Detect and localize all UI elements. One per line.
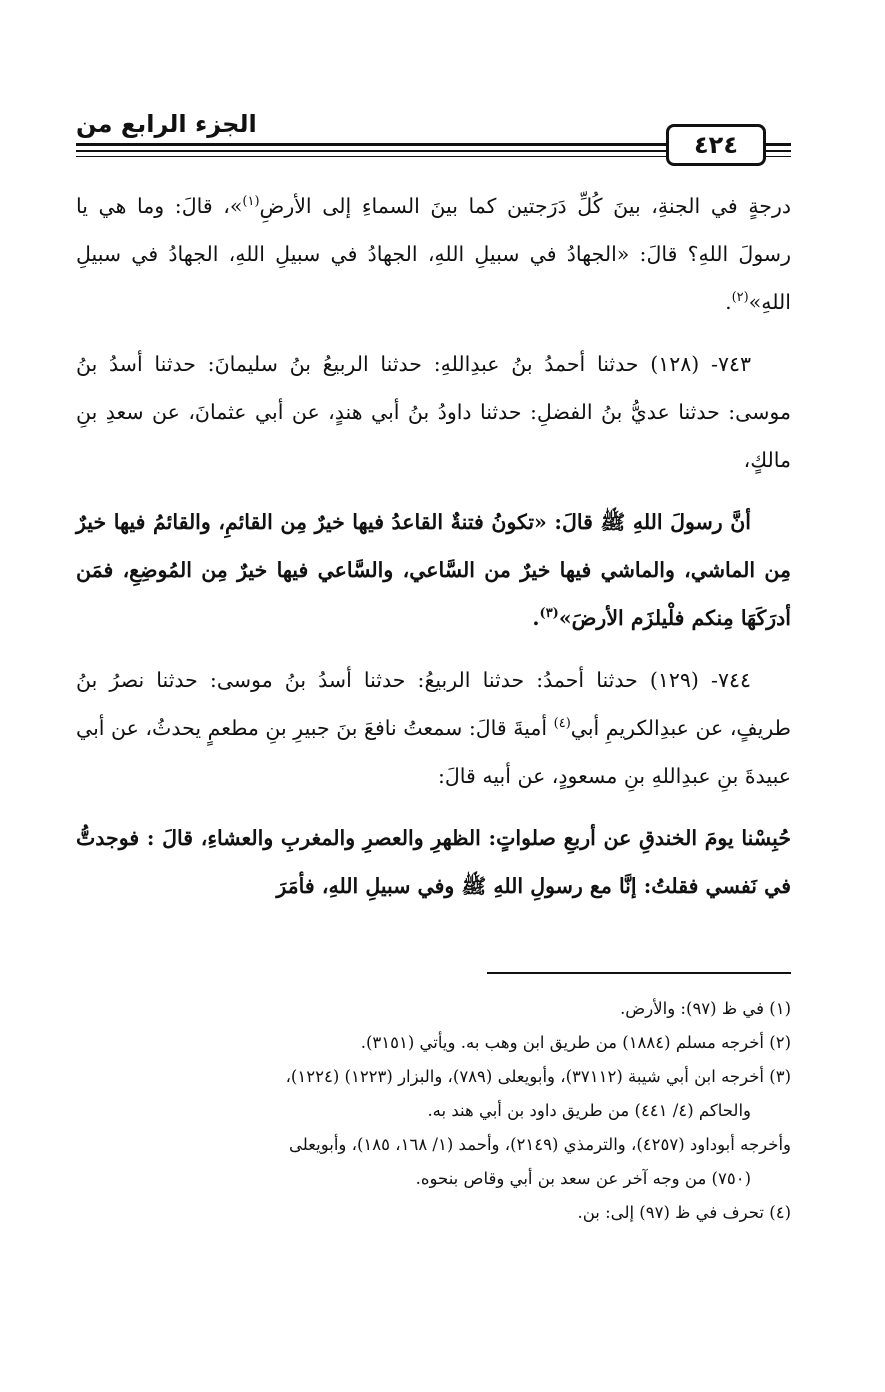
text-span: ٧٤٤- (١٢٩) حدثنا أحمدُ: حدثنا الربيعُ: حدثنا أسدُ بنُ موسى: حدثنا نصرُ بنُ طريفٍ، عن عبدِالكريمِ أبي	[76, 668, 791, 740]
page-header	[76, 110, 791, 166]
text-span: أنَّ رسولَ اللهِ ﷺ قالَ: «تكونُ فتنةٌ القاعدُ فيها خيرٌ مِن القائمِ، والقائمُ فيها خيرٌ مِن الماشي، والماشي فيها خيرٌ من السَّاعي، والسَّاعي فيها خيرٌ مِن المُوضِعِ، فمَن أدرَكَهَا مِنكم فلْيلزَم الأرضَ»	[76, 510, 791, 630]
hadith-chain: ٧٤٣- (١٢٨) حدثنا أحمدُ بنُ عبدِاللهِ: حدثنا الربيعُ بنُ سليمانَ: حدثنا أسدُ بنُ موسى: حدثنا عديُّ بنُ الفضلِ: حدثنا داودُ بنُ أبي هندٍ، عن أبي عثمانَ، عن سعدِ بنِ مالكٍ،	[76, 352, 791, 472]
text-span: .	[725, 290, 732, 314]
text-span: أميةَ قالَ: سمعتُ نافعَ بنَ جبيرِ بنِ مطعمٍ يحدثُ، عن أبي عبيدةَ بنِ عبدِاللهِ بنِ مسعودٍ، عن أبيه قالَ:	[76, 716, 791, 788]
footnote: (٢) أخرجه مسلم (١٨٨٤) من طريق ابن وهب به. ويأتي (٣١٥١).	[360, 1033, 791, 1052]
footnotes	[76, 992, 791, 1230]
page-number: ٤٢٤	[694, 131, 738, 159]
header-rule	[766, 143, 791, 146]
header-rule	[766, 156, 791, 157]
hadith-text: حُبِسْنا يومَ الخندقِ عن أربعِ صلواتٍ: الظهرِ والعصرِ والمغربِ والعشاءِ، قالَ : فوجدتُّ في نَفسي فقلتُ: إنَّا مع رسولِ اللهِ ﷺ وفي سبيلِ اللهِ، فأمَرَ	[76, 826, 791, 898]
hadith-text	[76, 498, 791, 642]
footnote-ref: (٢)	[731, 290, 749, 306]
page-number-box	[666, 124, 766, 166]
text-span: درجةٍ في الجنةِ، بينَ كُلِّ دَرَجتين كما بينَ السماءِ إلى الأرضِ	[259, 194, 792, 218]
header-rule	[766, 150, 791, 152]
main-text	[76, 182, 791, 910]
text-span: .	[532, 606, 540, 630]
footnote-ref: (٣)	[539, 606, 559, 622]
footnote: (٣) أخرجه ابن أبي شيبة (٣٧١١٢)، وأبويعلى (٧٨٩)، والبزار (١٢٢٣) (١٢٢٤)،	[285, 1067, 791, 1086]
header-rule	[76, 156, 666, 157]
footnote-continuation: وأخرجه أبوداود (٤٢٥٧)، والترمذي (٢١٤٩)، وأحمد (١/ ١٦٨، ١٨٥)، وأبويعلى	[288, 1135, 791, 1154]
hadith-chain	[76, 656, 791, 800]
footnote-ref: (١)	[242, 194, 260, 210]
header-rule	[76, 143, 666, 146]
footnote: (١) في ظ (٩٧): والأرض.	[620, 999, 791, 1018]
paragraph	[76, 182, 791, 326]
text-span: »، قالَ: وما هي يا رسولَ اللهِ؟ قالَ: «الجهادُ في سبيلِ اللهِ، الجهادُ في سبيلِ اللهِ، الجهادُ في سبيلِ اللهِ»	[76, 194, 791, 314]
footnote-continuation: والحاكم (٤/ ٤٤١) من طريق داود بن أبي هند به.	[427, 1101, 751, 1120]
footnote-ref: (٤)	[553, 716, 571, 732]
footnote: (٤) تحرف في ظ (٩٧) إلى: بن.	[577, 1203, 791, 1222]
footnote-separator	[487, 972, 791, 974]
header-rule	[76, 150, 666, 152]
running-title: الجزء الرابع من	[76, 110, 257, 138]
footnote-continuation: (٧٥٠) من وجه آخر عن سعد بن أبي وقاص بنحوه.	[415, 1169, 751, 1188]
